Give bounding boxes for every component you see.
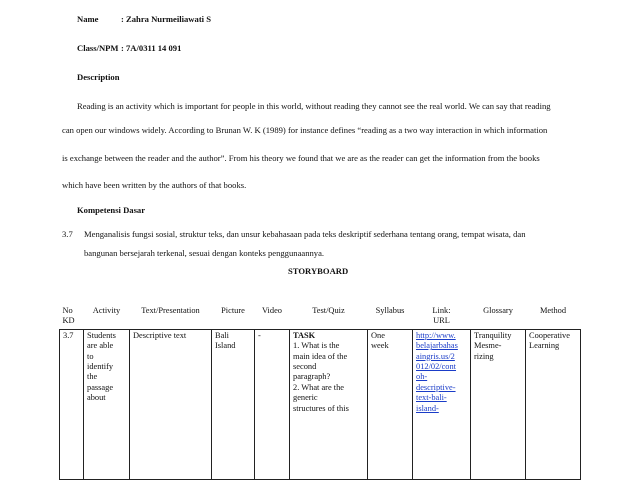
table-row bbox=[60, 329, 581, 479]
kompetensi-line-1: Menganalisis fungsi sosial, struktur teks, dan unsur kebahasaan pada teks deskriptif sederhana tentang orang, tempat wisata, dan bbox=[84, 229, 526, 239]
cell-link bbox=[413, 329, 471, 479]
cell-no: 3.7 bbox=[60, 329, 84, 479]
cell-glossary: Tranquility Mesme- rizing bbox=[471, 329, 526, 479]
storyboard-title: STORYBOARD bbox=[288, 266, 349, 276]
description-line-2: can open our windows widely. According to Brunan W. K (1989) for instance defines “reading as a two way interaction in which information bbox=[62, 125, 548, 135]
description-line-3: is exchange between the reader and the author”. From his theory we found that we are as the reader can get the information from the books bbox=[62, 153, 540, 163]
header-syllabus: Syllabus bbox=[375, 306, 405, 315]
task-questions: 1. What is the main idea of the second paragraph? 2. What are the generic structures of this bbox=[293, 341, 349, 413]
kd-number: 3.7 bbox=[62, 229, 73, 239]
header-picture: Picture bbox=[221, 306, 245, 315]
header-no: No KD bbox=[62, 306, 75, 326]
cell-syllabus: One week bbox=[368, 329, 413, 479]
syllabus-link[interactable]: http://www. belajarbahas aingris.us/2 012/02/cont oh- descriptive- text-bali- island- bbox=[416, 330, 458, 413]
cell-method: Cooperative Learning bbox=[526, 329, 581, 479]
name-label: Name bbox=[77, 14, 99, 24]
header-method: Method bbox=[539, 306, 567, 315]
description-line-4: which have been written by the authors of that books. bbox=[62, 180, 247, 190]
cell-text-presentation: Descriptive text bbox=[130, 329, 212, 479]
header-test-quiz: Test/Quiz bbox=[312, 306, 345, 315]
header-video: Video bbox=[262, 306, 282, 315]
storyboard-table bbox=[59, 305, 581, 480]
kompetensi-line-2: bangunan bersejarah terkenal, sesuai dengan konteks penggunaannya. bbox=[84, 248, 325, 258]
description-heading: Description bbox=[77, 72, 120, 82]
name-value: : Zahra Nurmeiliawati S bbox=[121, 14, 211, 24]
class-value: : 7A/0311 14 091 bbox=[121, 43, 182, 53]
task-label: TASK bbox=[293, 330, 316, 340]
cell-picture: Bali Island bbox=[212, 329, 255, 479]
kompetensi-heading: Kompetensi Dasar bbox=[77, 205, 146, 215]
description-line-1: Reading is an activity which is important for people in this world, without reading they cannot see the real world. We can say that reading bbox=[77, 101, 551, 111]
header-link: Link: URL bbox=[432, 306, 451, 326]
header-glossary: Glossary bbox=[483, 306, 513, 315]
header-text-presentation: Text/Presentation bbox=[141, 306, 200, 315]
cell-video: - bbox=[255, 329, 290, 479]
header-activity: Activity bbox=[92, 306, 121, 315]
cell-test-quiz bbox=[290, 329, 368, 479]
class-label: Class/NPM bbox=[77, 43, 119, 53]
cell-activity: Students are able to identify the passage about bbox=[84, 329, 130, 479]
table-header-row bbox=[60, 305, 581, 329]
